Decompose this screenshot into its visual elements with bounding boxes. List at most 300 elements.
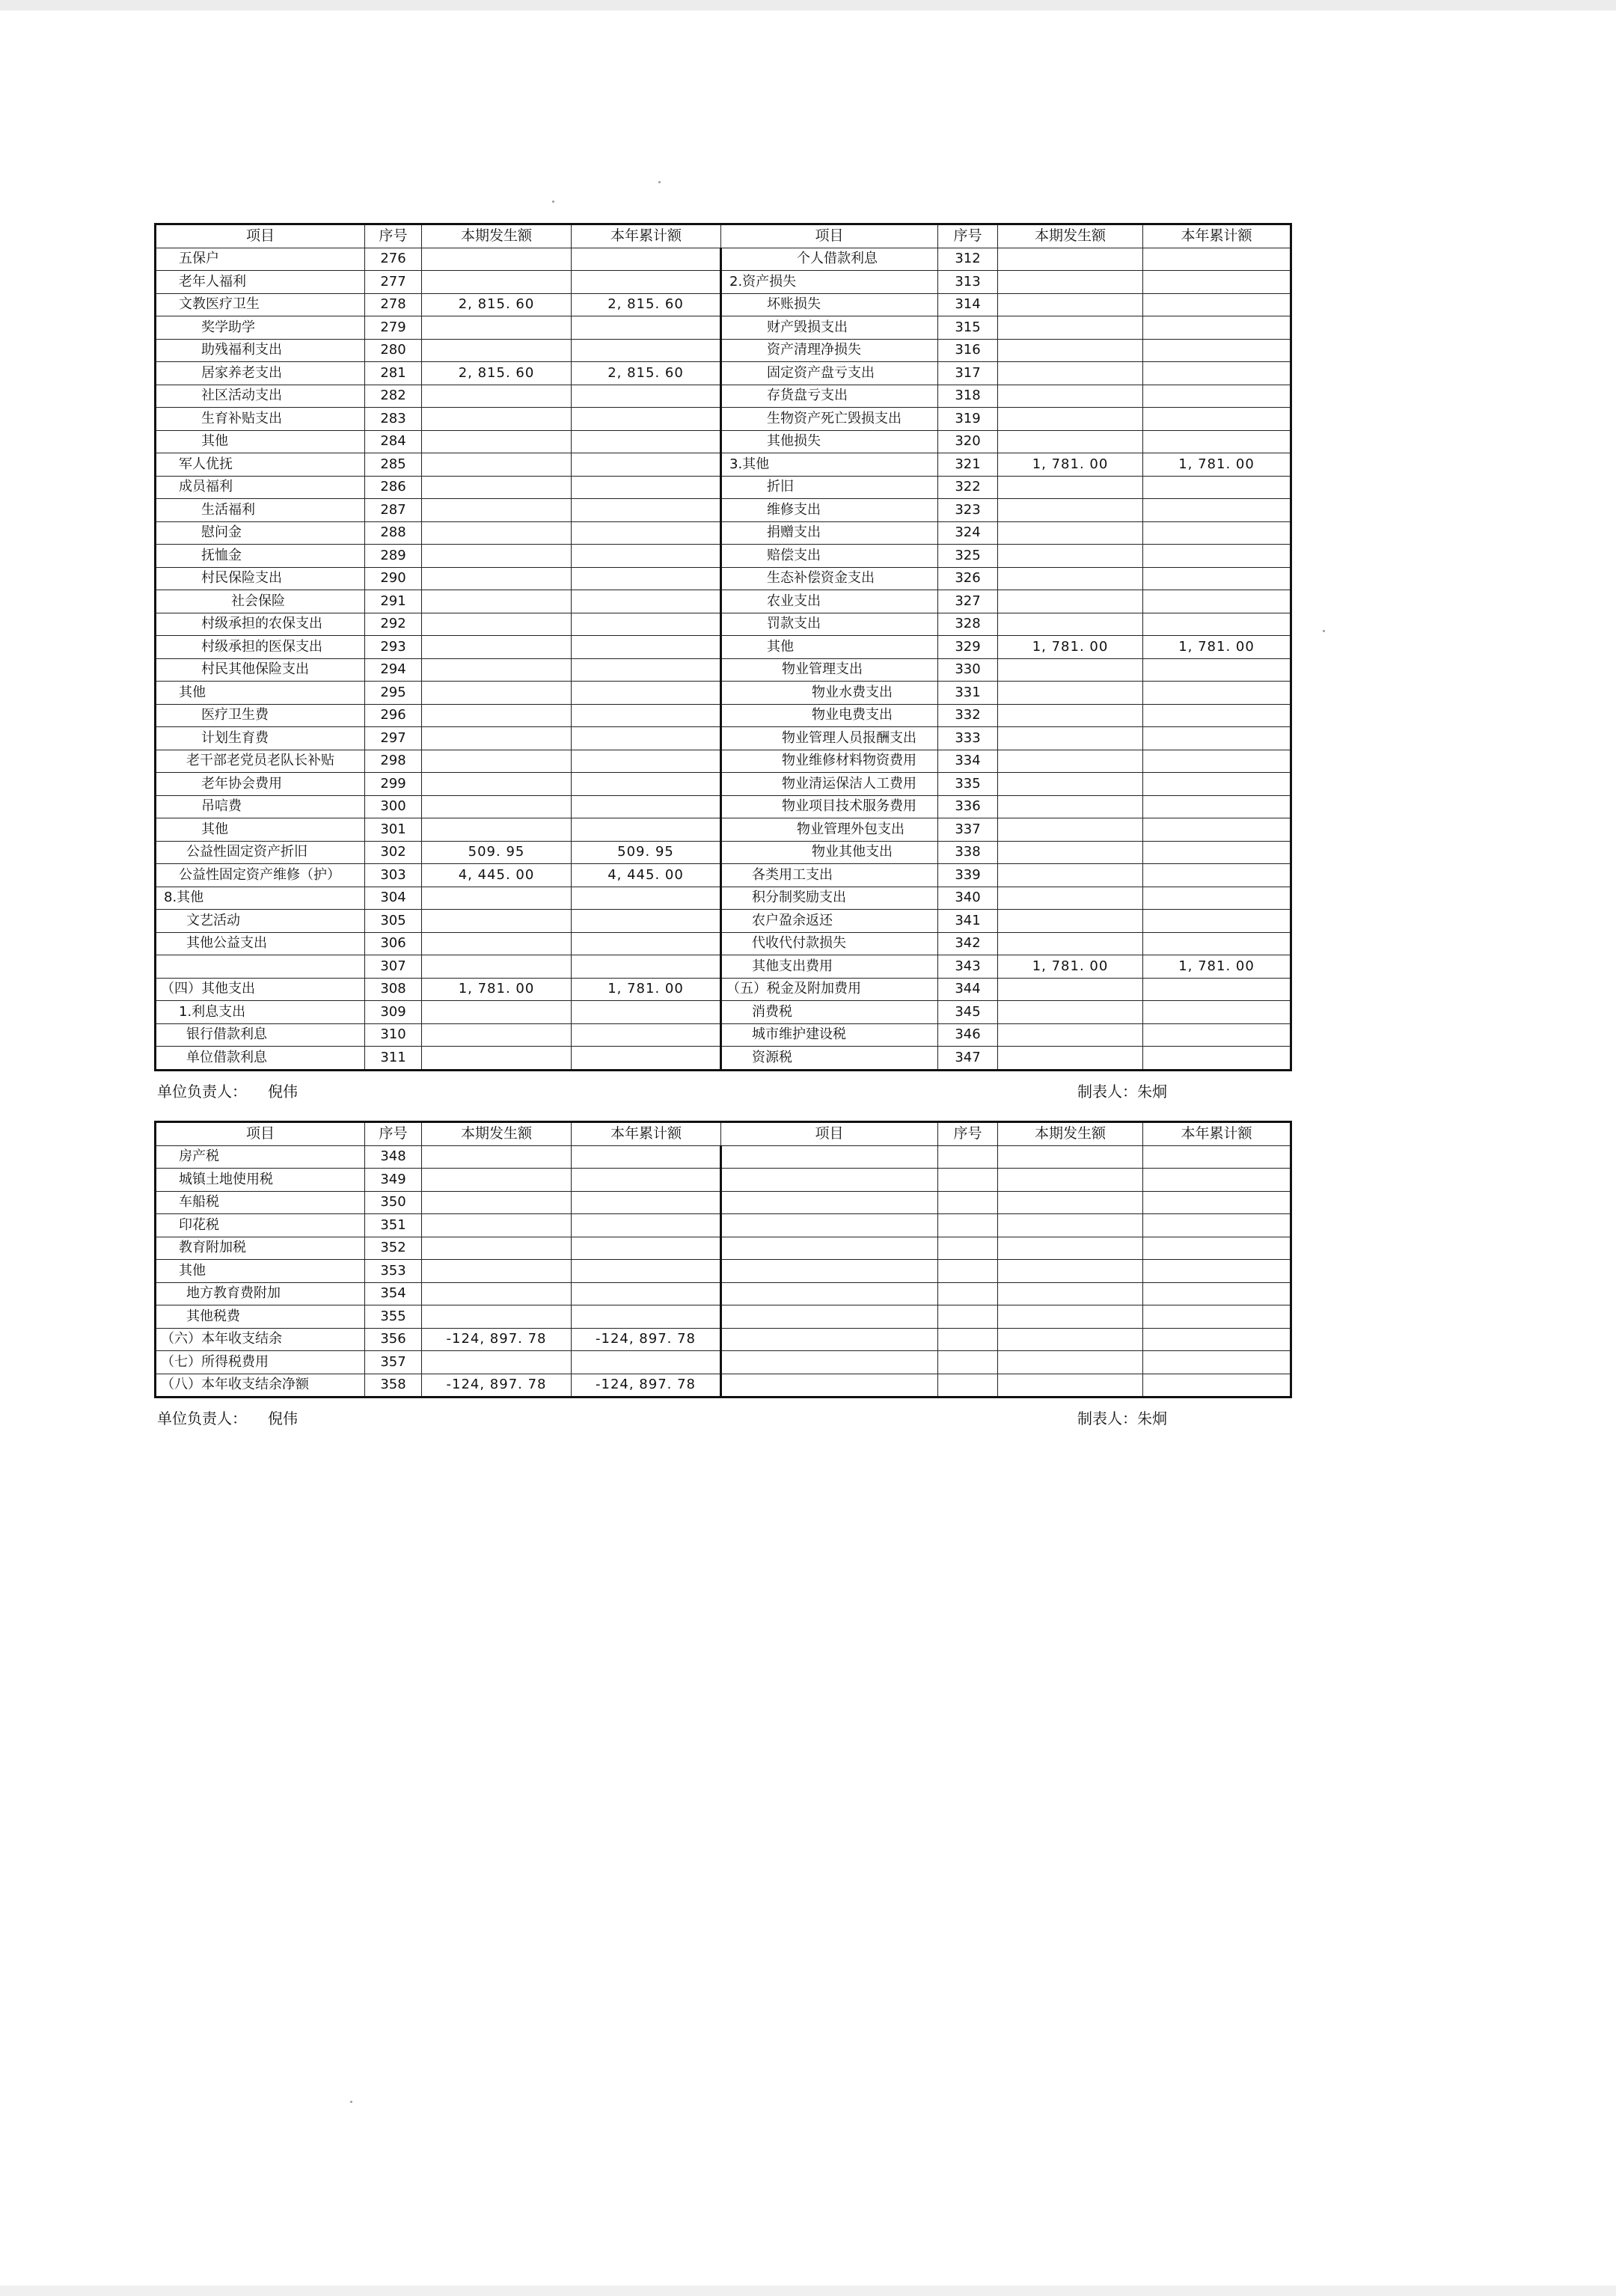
year-to-date-amount-cell [572, 271, 721, 294]
serial-number-cell: 291 [365, 590, 422, 613]
year-to-date-amount-cell [1143, 795, 1291, 818]
serial-number-cell: 354 [365, 1282, 422, 1305]
table-row [156, 453, 1291, 477]
serial-number-cell: 324 [938, 521, 998, 545]
current-period-amount-cell [422, 750, 572, 773]
year-to-date-amount-cell [1143, 818, 1291, 842]
current-period-amount-cell [998, 1374, 1143, 1398]
item-name-cell: 城市维护建设税 [721, 1023, 938, 1047]
item-name-cell: 村民保险支出 [156, 567, 365, 590]
current-period-amount-cell [422, 1260, 572, 1283]
current-period-amount-cell [998, 978, 1143, 1001]
year-to-date-amount-cell: 1, 781. 00 [1143, 955, 1291, 979]
serial-number-cell: 287 [365, 499, 422, 522]
year-to-date-amount-cell [1143, 932, 1291, 955]
serial-number-cell [938, 1328, 998, 1351]
serial-number-cell: 283 [365, 408, 422, 431]
current-period-amount-cell [998, 1169, 1143, 1192]
item-name-cell [721, 1169, 938, 1192]
serial-number-cell: 301 [365, 818, 422, 842]
year-to-date-amount-cell [1143, 339, 1291, 362]
current-period-amount-cell [422, 955, 572, 979]
year-to-date-amount-cell [572, 1237, 721, 1260]
year-to-date-amount-cell [1143, 750, 1291, 773]
current-period-amount-cell [422, 773, 572, 796]
serial-number-cell: 280 [365, 339, 422, 362]
serial-number-cell: 336 [938, 795, 998, 818]
current-period-amount-cell [422, 316, 572, 340]
year-to-date-amount-cell [1143, 887, 1291, 910]
serial-number-cell: 313 [938, 271, 998, 294]
item-name-cell: 物业清运保洁人工费用 [721, 773, 938, 796]
year-to-date-amount-cell [572, 636, 721, 659]
year-to-date-amount-cell: 1, 781. 00 [1143, 453, 1291, 477]
table-row [156, 682, 1291, 705]
year-to-date-amount-cell [572, 1023, 721, 1047]
serial-number-cell: 305 [365, 910, 422, 933]
table-row [156, 339, 1291, 362]
current-period-amount-cell [998, 1001, 1143, 1024]
preparer-label: 制表人： [1077, 1409, 1137, 1427]
year-to-date-amount-cell [1143, 1169, 1291, 1192]
current-period-amount-cell [998, 658, 1143, 682]
item-name-cell: 积分制奖励支出 [721, 887, 938, 910]
item-name-cell: （四）其他支出 [156, 978, 365, 1001]
serial-number-cell: 344 [938, 978, 998, 1001]
current-period-amount-cell [422, 271, 572, 294]
serial-number-cell: 349 [365, 1169, 422, 1192]
ledger-table-tax [154, 1121, 1292, 1398]
current-period-amount-cell: 4, 445. 00 [422, 864, 572, 887]
year-to-date-amount-cell [1143, 293, 1291, 316]
scan-speck [350, 2101, 352, 2103]
serial-number-cell: 298 [365, 750, 422, 773]
table-row [156, 248, 1291, 271]
current-period-amount-cell [422, 499, 572, 522]
serial-number-cell: 330 [938, 658, 998, 682]
table-row [156, 1191, 1291, 1214]
year-to-date-amount-cell [1143, 567, 1291, 590]
item-name-cell [721, 1282, 938, 1305]
year-to-date-amount-cell [1143, 385, 1291, 408]
item-name-cell: （五）税金及附加费用 [721, 978, 938, 1001]
item-name-cell: 其他税费 [156, 1305, 365, 1329]
current-period-amount-cell [998, 430, 1143, 453]
table-row [156, 1145, 1291, 1169]
item-name-cell: 成员福利 [156, 476, 365, 499]
current-period-amount-cell [422, 910, 572, 933]
current-period-amount-cell [998, 773, 1143, 796]
year-to-date-amount-cell [572, 545, 721, 568]
serial-number-cell: 281 [365, 362, 422, 385]
year-to-date-amount-cell [1143, 864, 1291, 887]
table-row [156, 658, 1291, 682]
item-name-cell: 房产税 [156, 1145, 365, 1169]
year-to-date-amount-cell [572, 339, 721, 362]
serial-number-cell: 292 [365, 613, 422, 636]
header-serial-number: 序号 [938, 1122, 998, 1146]
serial-number-cell [938, 1214, 998, 1237]
current-period-amount-cell [998, 864, 1143, 887]
current-period-amount-cell [998, 408, 1143, 431]
serial-number-cell: 332 [938, 704, 998, 727]
current-period-amount-cell [422, 636, 572, 659]
current-period-amount-cell [422, 1191, 572, 1214]
serial-number-cell: 286 [365, 476, 422, 499]
serial-number-cell: 342 [938, 932, 998, 955]
current-period-amount-cell: 509. 95 [422, 841, 572, 864]
item-name-cell [721, 1145, 938, 1169]
item-name-cell: 维修支出 [721, 499, 938, 522]
table-row [156, 773, 1291, 796]
header-item-name: 项目 [156, 1122, 365, 1146]
header-year-to-date-amount: 本年累计额 [572, 1122, 721, 1146]
header-serial-number: 序号 [938, 224, 998, 248]
table-row [156, 1282, 1291, 1305]
serial-number-cell [938, 1305, 998, 1329]
serial-number-cell [938, 1145, 998, 1169]
current-period-amount-cell [998, 499, 1143, 522]
serial-number-cell: 339 [938, 864, 998, 887]
item-name-cell: 村级承担的医保支出 [156, 636, 365, 659]
item-name-cell: 慰问金 [156, 521, 365, 545]
item-name-cell: 公益性固定资产折旧 [156, 841, 365, 864]
item-name-cell: 计划生育费 [156, 727, 365, 750]
ledger-table-main [154, 223, 1292, 1071]
serial-number-cell: 289 [365, 545, 422, 568]
table-row [156, 590, 1291, 613]
year-to-date-amount-cell [572, 1145, 721, 1169]
serial-number-cell: 321 [938, 453, 998, 477]
item-name-cell: 社会保险 [156, 590, 365, 613]
year-to-date-amount-cell [1143, 590, 1291, 613]
serial-number-cell: 300 [365, 795, 422, 818]
table-row [156, 704, 1291, 727]
year-to-date-amount-cell [1143, 613, 1291, 636]
item-name-cell: 生物资产死亡毁损支出 [721, 408, 938, 431]
serial-number-cell: 288 [365, 521, 422, 545]
year-to-date-amount-cell [572, 750, 721, 773]
year-to-date-amount-cell [1143, 1305, 1291, 1329]
current-period-amount-cell [998, 1145, 1143, 1169]
year-to-date-amount-cell [572, 682, 721, 705]
current-period-amount-cell [998, 1214, 1143, 1237]
serial-number-cell: 299 [365, 773, 422, 796]
table-row [156, 430, 1291, 453]
current-period-amount-cell: 1, 781. 00 [998, 636, 1143, 659]
table-row [156, 1351, 1291, 1374]
current-period-amount-cell [998, 1282, 1143, 1305]
footer-unit-head [157, 1080, 298, 1101]
current-period-amount-cell [998, 271, 1143, 294]
serial-number-cell: 346 [938, 1023, 998, 1047]
unit-head-label: 单位负责人： [157, 1083, 247, 1100]
serial-number-cell: 328 [938, 613, 998, 636]
year-to-date-amount-cell [1143, 841, 1291, 864]
current-period-amount-cell [422, 932, 572, 955]
item-name-cell: 农业支出 [721, 590, 938, 613]
item-name-cell: 老年人福利 [156, 271, 365, 294]
current-period-amount-cell [998, 1260, 1143, 1283]
current-period-amount-cell [422, 818, 572, 842]
item-name-cell: 村级承担的农保支出 [156, 613, 365, 636]
table-row [156, 1328, 1291, 1351]
item-name-cell: 固定资产盘亏支出 [721, 362, 938, 385]
serial-number-cell: 317 [938, 362, 998, 385]
current-period-amount-cell [422, 385, 572, 408]
item-name-cell: 其他损失 [721, 430, 938, 453]
current-period-amount-cell [998, 385, 1143, 408]
serial-number-cell: 348 [365, 1145, 422, 1169]
header-serial-number: 序号 [365, 224, 422, 248]
header-item-name: 项目 [721, 224, 938, 248]
item-name-cell [721, 1305, 938, 1329]
current-period-amount-cell [422, 408, 572, 431]
preparer-name: 朱炯 [1137, 1083, 1167, 1100]
serial-number-cell: 295 [365, 682, 422, 705]
table-row [156, 316, 1291, 340]
year-to-date-amount-cell [572, 658, 721, 682]
table-row [156, 1001, 1291, 1024]
serial-number-cell: 357 [365, 1351, 422, 1374]
current-period-amount-cell [422, 545, 572, 568]
serial-number-cell: 294 [365, 658, 422, 682]
serial-number-cell: 345 [938, 1001, 998, 1024]
serial-number-cell: 319 [938, 408, 998, 431]
year-to-date-amount-cell [572, 408, 721, 431]
item-name-cell: 物业管理外包支出 [721, 818, 938, 842]
scan-speck [1323, 630, 1325, 632]
current-period-amount-cell: 1, 781. 00 [422, 978, 572, 1001]
item-name-cell: 其他 [156, 1260, 365, 1283]
item-name-cell: 银行借款利息 [156, 1023, 365, 1047]
serial-number-cell: 331 [938, 682, 998, 705]
item-name-cell: 各类用工支出 [721, 864, 938, 887]
table-row [156, 293, 1291, 316]
table-row [156, 271, 1291, 294]
year-to-date-amount-cell [1143, 1023, 1291, 1047]
serial-number-cell [938, 1169, 998, 1192]
serial-number-cell [938, 1260, 998, 1283]
table-row [156, 521, 1291, 545]
serial-number-cell: 279 [365, 316, 422, 340]
current-period-amount-cell: 1, 781. 00 [998, 453, 1143, 477]
item-name-cell: 2.资产损失 [721, 271, 938, 294]
table-row [156, 1237, 1291, 1260]
serial-number-cell: 303 [365, 864, 422, 887]
item-name-cell: （八）本年收支结余净额 [156, 1374, 365, 1398]
table-row [156, 1374, 1291, 1398]
current-period-amount-cell [998, 932, 1143, 955]
current-period-amount-cell [998, 704, 1143, 727]
year-to-date-amount-cell [1143, 1374, 1291, 1398]
item-name-cell: 个人借款利息 [721, 248, 938, 271]
item-name-cell [721, 1374, 938, 1398]
current-period-amount-cell [422, 1169, 572, 1192]
serial-number-cell [938, 1191, 998, 1214]
year-to-date-amount-cell [572, 453, 721, 477]
table-row [156, 1305, 1291, 1329]
current-period-amount-cell [422, 1282, 572, 1305]
serial-number-cell: 316 [938, 339, 998, 362]
current-period-amount-cell [422, 682, 572, 705]
table-row [156, 545, 1291, 568]
current-period-amount-cell [998, 521, 1143, 545]
table-row [156, 362, 1291, 385]
item-name-cell: 军人优抚 [156, 453, 365, 477]
current-period-amount-cell: 1, 781. 00 [998, 955, 1143, 979]
item-name-cell: 村民其他保险支出 [156, 658, 365, 682]
year-to-date-amount-cell [1143, 430, 1291, 453]
serial-number-cell: 337 [938, 818, 998, 842]
current-period-amount-cell [422, 658, 572, 682]
table-row [156, 408, 1291, 431]
item-name-cell: 代收代付款损失 [721, 932, 938, 955]
item-name-cell: 其他公益支出 [156, 932, 365, 955]
serial-number-cell: 290 [365, 567, 422, 590]
year-to-date-amount-cell [572, 521, 721, 545]
serial-number-cell: 307 [365, 955, 422, 979]
item-name-cell: 资源税 [721, 1047, 938, 1071]
year-to-date-amount-cell [1143, 1145, 1291, 1169]
year-to-date-amount-cell [1143, 545, 1291, 568]
year-to-date-amount-cell [572, 773, 721, 796]
current-period-amount-cell [998, 567, 1143, 590]
year-to-date-amount-cell [1143, 1351, 1291, 1374]
item-name-cell: 文艺活动 [156, 910, 365, 933]
current-period-amount-cell [998, 1023, 1143, 1047]
year-to-date-amount-cell [1143, 476, 1291, 499]
table-row [156, 932, 1291, 955]
current-period-amount-cell [422, 727, 572, 750]
serial-number-cell: 352 [365, 1237, 422, 1260]
year-to-date-amount-cell [572, 1305, 721, 1329]
header-item-name: 项目 [156, 224, 365, 248]
header-serial-number: 序号 [365, 1122, 422, 1146]
current-period-amount-cell [422, 1305, 572, 1329]
header-year-to-date-amount: 本年累计额 [1143, 224, 1291, 248]
table-row [156, 499, 1291, 522]
item-name-cell: 医疗卫生费 [156, 704, 365, 727]
serial-number-cell: 338 [938, 841, 998, 864]
item-name-cell: 物业水费支出 [721, 682, 938, 705]
serial-number-cell: 308 [365, 978, 422, 1001]
year-to-date-amount-cell [572, 955, 721, 979]
serial-number-cell: 320 [938, 430, 998, 453]
serial-number-cell: 278 [365, 293, 422, 316]
item-name-cell: 3.其他 [721, 453, 938, 477]
year-to-date-amount-cell [572, 704, 721, 727]
serial-number-cell: 327 [938, 590, 998, 613]
serial-number-cell: 304 [365, 887, 422, 910]
year-to-date-amount-cell [572, 567, 721, 590]
serial-number-cell: 333 [938, 727, 998, 750]
year-to-date-amount-cell: 4, 445. 00 [572, 864, 721, 887]
serial-number-cell: 314 [938, 293, 998, 316]
item-name-cell: 存货盘亏支出 [721, 385, 938, 408]
item-name-cell [721, 1351, 938, 1374]
item-name-cell: 社区活动支出 [156, 385, 365, 408]
current-period-amount-cell [422, 590, 572, 613]
current-period-amount-cell [998, 1191, 1143, 1214]
item-name-cell: 教育附加税 [156, 1237, 365, 1260]
current-period-amount-cell [998, 613, 1143, 636]
item-name-cell: 单位借款利息 [156, 1047, 365, 1071]
year-to-date-amount-cell [572, 932, 721, 955]
current-period-amount-cell [422, 704, 572, 727]
current-period-amount-cell [998, 590, 1143, 613]
serial-number-cell: 358 [365, 1374, 422, 1398]
item-name-cell: 生活福利 [156, 499, 365, 522]
current-period-amount-cell [422, 1351, 572, 1374]
serial-number-cell: 297 [365, 727, 422, 750]
current-period-amount-cell [998, 818, 1143, 842]
year-to-date-amount-cell: -124, 897. 78 [572, 1374, 721, 1398]
year-to-date-amount-cell [1143, 727, 1291, 750]
current-period-amount-cell [998, 841, 1143, 864]
table-header-row [156, 1122, 1291, 1146]
serial-number-cell: 311 [365, 1047, 422, 1071]
serial-number-cell: 335 [938, 773, 998, 796]
current-period-amount-cell [422, 613, 572, 636]
year-to-date-amount-cell [1143, 1001, 1291, 1024]
serial-number-cell: 285 [365, 453, 422, 477]
year-to-date-amount-cell [572, 1169, 721, 1192]
serial-number-cell: 334 [938, 750, 998, 773]
year-to-date-amount-cell [572, 476, 721, 499]
table-row [156, 864, 1291, 887]
item-name-cell: 物业管理支出 [721, 658, 938, 682]
item-name-cell: 物业维修材料物资费用 [721, 750, 938, 773]
table-row [156, 795, 1291, 818]
serial-number-cell: 312 [938, 248, 998, 271]
year-to-date-amount-cell: 509. 95 [572, 841, 721, 864]
item-name-cell: 坏账损失 [721, 293, 938, 316]
serial-number-cell: 293 [365, 636, 422, 659]
current-period-amount-cell [422, 248, 572, 271]
table-row [156, 978, 1291, 1001]
year-to-date-amount-cell [1143, 1237, 1291, 1260]
table-row [156, 1047, 1291, 1071]
year-to-date-amount-cell: -124, 897. 78 [572, 1328, 721, 1351]
serial-number-cell [938, 1282, 998, 1305]
year-to-date-amount-cell [1143, 271, 1291, 294]
item-name-cell: 五保户 [156, 248, 365, 271]
current-period-amount-cell [422, 1001, 572, 1024]
current-period-amount-cell [998, 339, 1143, 362]
footer-preparer [1077, 1406, 1167, 1428]
current-period-amount-cell [422, 1237, 572, 1260]
serial-number-cell: 343 [938, 955, 998, 979]
year-to-date-amount-cell: 1, 781. 00 [572, 978, 721, 1001]
current-period-amount-cell: 2, 815. 60 [422, 362, 572, 385]
year-to-date-amount-cell [572, 1214, 721, 1237]
item-name-cell: 其他 [721, 636, 938, 659]
serial-number-cell: 315 [938, 316, 998, 340]
year-to-date-amount-cell [572, 248, 721, 271]
item-name-cell: 老干部老党员老队长补贴 [156, 750, 365, 773]
serial-number-cell: 296 [365, 704, 422, 727]
serial-number-cell [938, 1237, 998, 1260]
unit-head-name: 倪伟 [268, 1409, 298, 1427]
current-period-amount-cell [422, 521, 572, 545]
serial-number-cell: 318 [938, 385, 998, 408]
year-to-date-amount-cell [1143, 362, 1291, 385]
item-name-cell: 农户盈余返还 [721, 910, 938, 933]
current-period-amount-cell: -124, 897. 78 [422, 1374, 572, 1398]
scan-speck [552, 200, 554, 203]
item-name-cell: 物业管理人员报酬支出 [721, 727, 938, 750]
